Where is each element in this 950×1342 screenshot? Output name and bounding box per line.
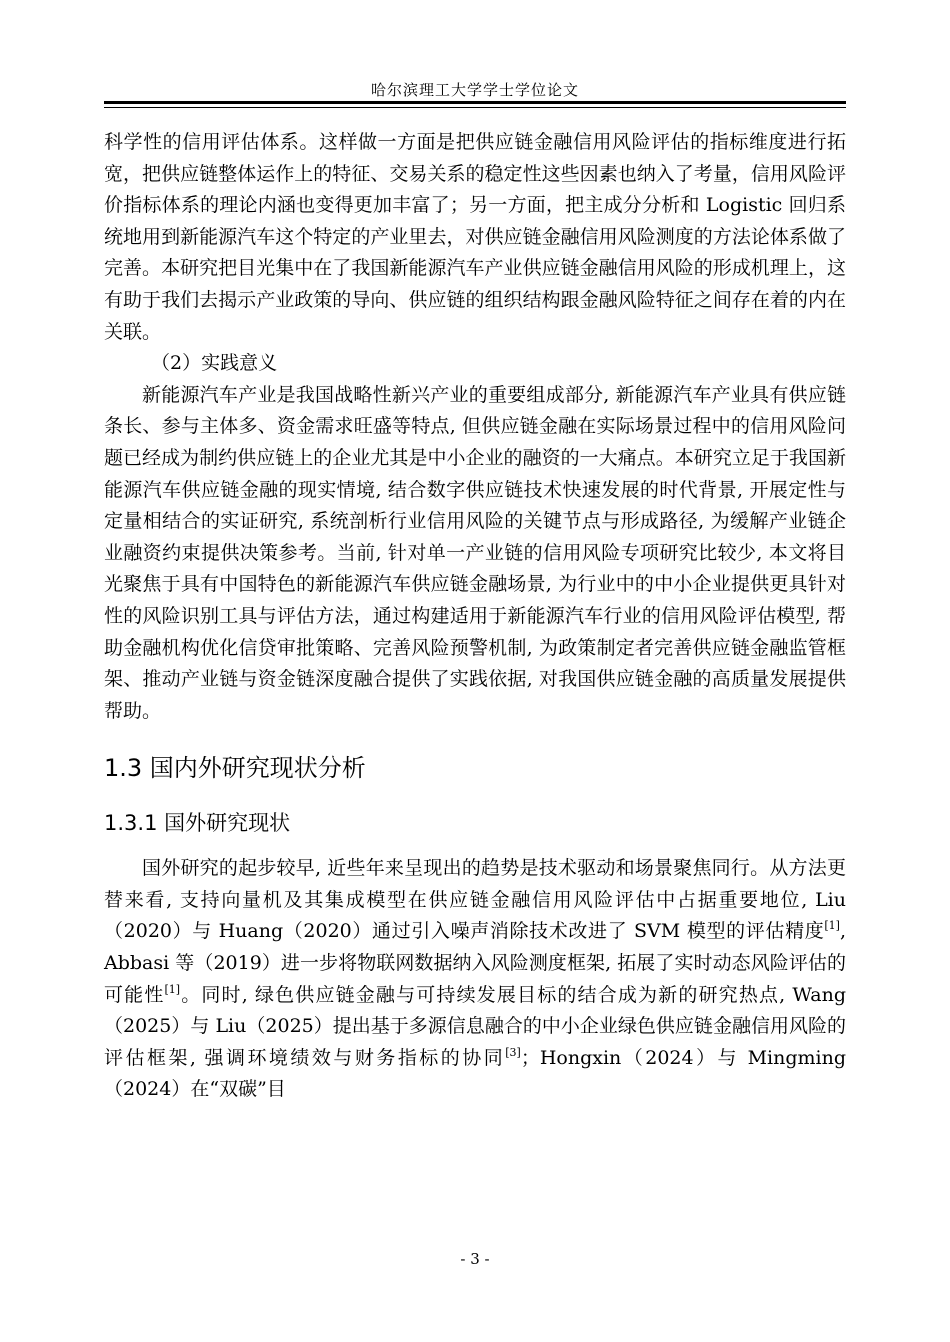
section-heading: 1.3 国内外研究现状分析 xyxy=(104,754,366,783)
practical-heading: （2）实践意义 xyxy=(151,352,278,375)
header-rule-thin xyxy=(104,107,846,108)
citation-ref: [1] xyxy=(824,919,840,933)
foreign-text-3: 。同时, 绿色供应链金融与可持续发展目标的结合成为新的研究热点, Wang（2025）与 Liu（2025）提出基于多源信息融合的中小企业绿色供应链金融信用风险的评估框架, 强调环境绩效与财务指标的协同 xyxy=(104,983,846,1069)
intro-paragraph: 科学性的信用评估体系。这样做一方面是把供应链金融信用风险评估的指标维度进行拓宽，把供应链整体运作上的特征、交易关系的稳定性这些因素也纳入了考量，信用风险评价指标体系的理论内涵也变得更加丰富了；另一方面，把主成分分析和 Logistic 回归系统地用到新能源汽车这个特定的产业里去，对供应链金融信用风险测度的方法论体系做了完善。本研究把目光集中在了我国新能源汽车产业供应链金融信用风险的形成机理上，这有助于我们去揭示产业政策的导向、供应链的组织结构跟金融风险特征之间存在着的内在关联。 xyxy=(104,131,846,343)
citation-ref: [1] xyxy=(164,982,181,996)
header-rule-thick xyxy=(104,101,846,104)
body-text xyxy=(104,127,846,1106)
citation-ref: [3] xyxy=(505,1045,521,1059)
foreign-text-2: , Abbasi 等（2019）进一步将物联网数据纳入风险测度框架, 拓展了实时动态风险评估的可能性 xyxy=(104,920,846,1006)
practical-paragraph: 新能源汽车产业是我国战略性新兴产业的重要组成部分, 新能源汽车产业具有供应链条长、参与主体多、资金需求旺盛等特点, 但供应链金融在实际场景过程中的信用风险问题已经成为制约供应链上的企业尤其是中小企业的融资的一大痛点。本研究立足于我国新能源汽车供应链金融的现实情境, 结合数字供应链技术快速发展的时代背景, 开展定性与定量相结合的实证研究, 系统剖析行业信用风险的关键节点与形成路径, 为缓解产业链企业融资约束提供决策参考。当前, 针对单一产业链的信用风险专项研究比较少, 本文将目光聚焦于具有中国特色的新能源汽车供应链金融场景, 为行业中的中小企业提供更具针对性的风险识别工具与评估方法，通过构建适用于新能源汽车行业的信用风险评估模型, 帮助金融机构优化信贷审批策略、完善风险预警机制, 为政策制定者完善供应链金融监管框架、推动产业链与资金链深度融合提供了实践依据, 对我国供应链金融的高质量发展提供帮助。 xyxy=(104,383,846,722)
foreign-text-4: ；Hongxin（2024）与 Mingming（2024）在“双碳”目 xyxy=(104,1046,846,1101)
subsection-heading: 1.3.1 国外研究现状 xyxy=(104,811,291,836)
page-number: - 3 - xyxy=(460,1250,490,1268)
foreign-text-1: 国外研究的起步较早, 近些年来呈现出的趋势是技术驱动和场景聚焦同行。从方法更替来看, 支持向量机及其集成模型在供应链金融信用风险评估中占据重要地位, Liu（2020）与 Huang（2020）通过引入噪声消除技术改进了 SVM 模型的评估精度 xyxy=(104,857,846,943)
foreign-research-paragraph xyxy=(104,853,846,1106)
running-header: 哈尔滨理工大学学士学位论文 xyxy=(370,81,579,99)
